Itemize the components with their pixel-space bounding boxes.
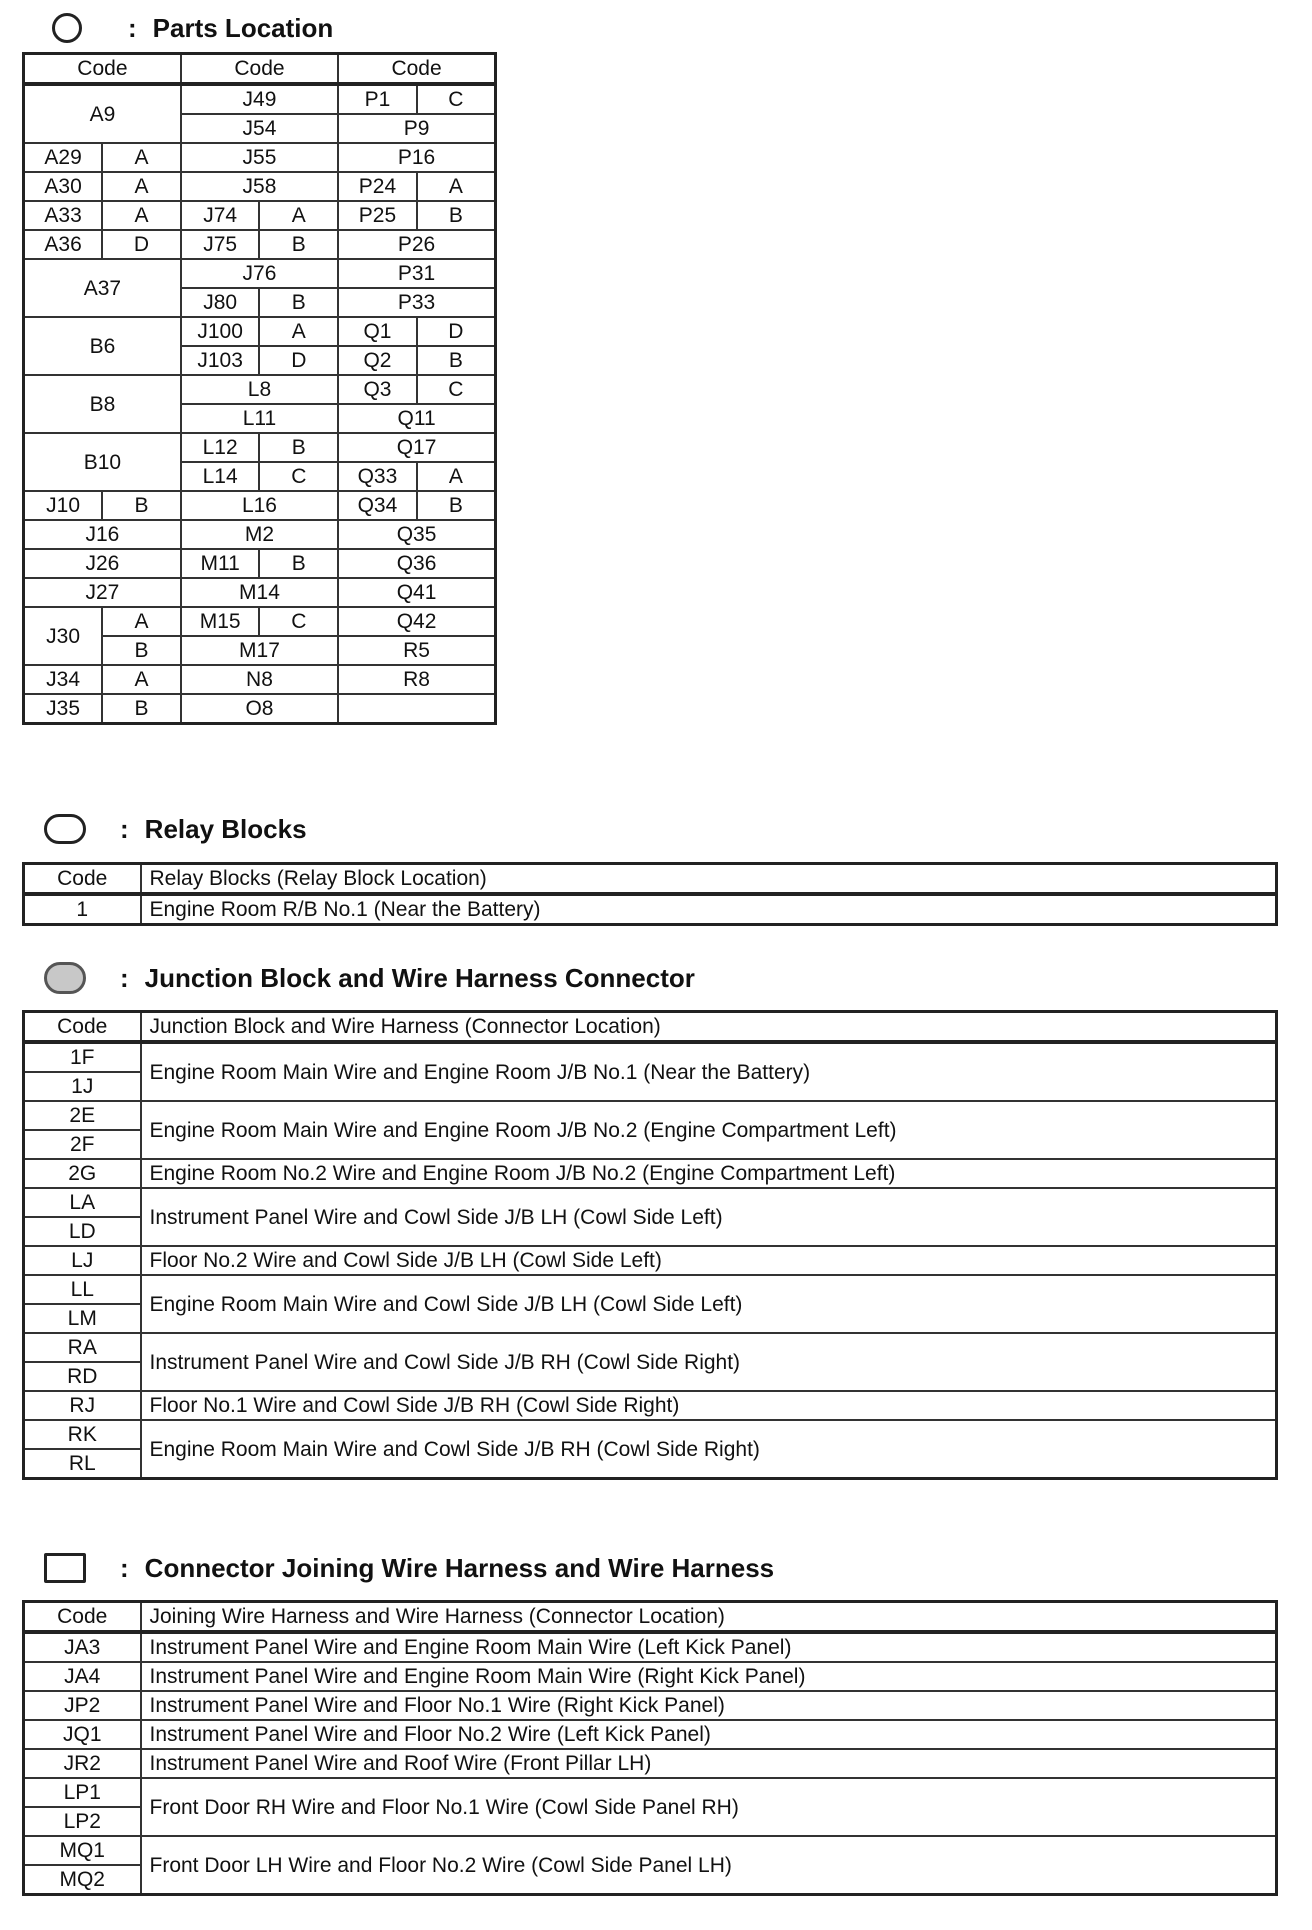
code-cell: RL [24, 1449, 141, 1479]
table-row [24, 1836, 1277, 1865]
junction-block-title: Junction Block and Wire Harness Connector [144, 962, 695, 993]
part-code-cell: R8 [338, 665, 495, 694]
table-row [24, 1662, 1277, 1691]
parts-header-code-1: Code [24, 54, 181, 85]
part-code-cell: J76 [181, 259, 338, 288]
part-sub-cell: C [417, 84, 496, 114]
part-code-cell: J75 [181, 230, 260, 259]
part-sub-cell: B [259, 549, 338, 578]
code-cell: 1J [24, 1072, 141, 1101]
oval-legend-icon [44, 814, 86, 844]
part-sub-cell: C [417, 375, 496, 404]
relay-header-description: Relay Blocks (Relay Block Location) [141, 864, 1277, 895]
parts-location-title: Parts Location [152, 12, 334, 43]
connector-joining-heading: : Connector Joining Wire Harness and Wire Harness [44, 1548, 774, 1588]
part-code-cell: R5 [338, 636, 495, 665]
part-code-cell: P26 [338, 230, 495, 259]
part-sub-cell: B [259, 288, 338, 317]
part-code-cell: A30 [24, 172, 103, 201]
part-sub-cell: B [102, 491, 181, 520]
part-code-cell: A36 [24, 230, 103, 259]
part-code-cell: N8 [181, 665, 338, 694]
part-code-cell: A29 [24, 143, 103, 172]
connector-joining-table [22, 1600, 1278, 1896]
parts-location-table [22, 52, 497, 725]
table-row [24, 1246, 1277, 1275]
code-cell: JQ1 [24, 1720, 141, 1749]
part-code-cell: J27 [24, 578, 181, 607]
part-code-cell: Q34 [338, 491, 417, 520]
part-code-cell: Q3 [338, 375, 417, 404]
part-sub-cell: A [417, 172, 496, 201]
location-cell: Front Door LH Wire and Floor No.2 Wire (Cowl Side Panel LH) [141, 1836, 1277, 1895]
table-row [24, 1778, 1277, 1807]
part-code-cell: A33 [24, 201, 103, 230]
junction-header-description: Junction Block and Wire Harness (Connector Location) [141, 1012, 1277, 1043]
table-row [24, 491, 496, 520]
part-code-cell: B6 [24, 317, 181, 375]
part-sub-cell: C [259, 462, 338, 491]
table-row [24, 259, 496, 288]
code-cell: 1 [24, 894, 141, 925]
part-code-cell: P1 [338, 84, 417, 114]
table-row [24, 201, 496, 230]
part-sub-cell: A [259, 201, 338, 230]
table-row [24, 549, 496, 578]
part-code-cell: Q41 [338, 578, 495, 607]
part-code-cell: J58 [181, 172, 338, 201]
code-cell: RD [24, 1362, 141, 1391]
connector-joining-title: Connector Joining Wire Harness and Wire Harness [144, 1552, 775, 1583]
part-code-cell: Q11 [338, 404, 495, 433]
part-code-cell: L14 [181, 462, 260, 491]
code-cell: JA4 [24, 1662, 141, 1691]
part-sub-cell: B [102, 636, 181, 665]
part-code-cell: J10 [24, 491, 103, 520]
table-row [24, 317, 496, 346]
code-cell: RK [24, 1420, 141, 1449]
part-sub-cell: B [102, 694, 181, 724]
location-cell: Floor No.1 Wire and Cowl Side J/B RH (Cowl Side Right) [141, 1391, 1277, 1420]
part-code-cell: J35 [24, 694, 103, 724]
table-row [24, 1042, 1277, 1072]
code-cell: JP2 [24, 1691, 141, 1720]
table-row [24, 520, 496, 549]
location-cell: Engine Room Main Wire and Engine Room J/B No.1 (Near the Battery) [141, 1042, 1277, 1101]
relay-blocks-heading: : Relay Blocks [44, 809, 307, 849]
table-row [24, 1333, 1277, 1362]
table-row [24, 607, 496, 636]
part-sub-cell: A [417, 462, 496, 491]
shaded-oval-legend-icon [44, 962, 86, 994]
code-cell: JR2 [24, 1749, 141, 1778]
part-code-cell: M17 [181, 636, 338, 665]
part-code-cell [338, 694, 495, 724]
table-row [24, 1101, 1277, 1130]
part-code-cell: M15 [181, 607, 260, 636]
part-sub-cell: A [102, 607, 181, 636]
table-row [24, 1632, 1277, 1662]
part-sub-cell: D [259, 346, 338, 375]
part-code-cell: M2 [181, 520, 338, 549]
table-row [24, 1275, 1277, 1304]
part-code-cell: O8 [181, 694, 338, 724]
code-cell: 2G [24, 1159, 141, 1188]
location-cell: Instrument Panel Wire and Cowl Side J/B RH (Cowl Side Right) [141, 1333, 1277, 1391]
part-code-cell: J30 [24, 607, 103, 665]
table-row [24, 375, 496, 404]
code-cell: LM [24, 1304, 141, 1333]
table-row [24, 84, 496, 114]
part-code-cell: J16 [24, 520, 181, 549]
part-sub-cell: B [417, 201, 496, 230]
part-sub-cell: A [102, 665, 181, 694]
part-code-cell: Q42 [338, 607, 495, 636]
code-cell: LA [24, 1188, 141, 1217]
part-code-cell: P9 [338, 114, 495, 143]
part-code-cell: P24 [338, 172, 417, 201]
junction-block-heading: : Junction Block and Wire Harness Connector [44, 958, 695, 998]
location-cell: Front Door RH Wire and Floor No.1 Wire (Cowl Side Panel RH) [141, 1778, 1277, 1836]
location-cell: Engine Room No.2 Wire and Engine Room J/B No.2 (Engine Compartment Left) [141, 1159, 1277, 1188]
part-code-cell: P31 [338, 259, 495, 288]
table-row [24, 894, 1277, 925]
table-row [24, 1720, 1277, 1749]
code-cell: LP2 [24, 1807, 141, 1836]
part-code-cell: J80 [181, 288, 260, 317]
part-code-cell: A9 [24, 84, 181, 143]
location-cell: Instrument Panel Wire and Engine Room Main Wire (Right Kick Panel) [141, 1662, 1277, 1691]
part-sub-cell: B [259, 433, 338, 462]
location-cell: Instrument Panel Wire and Floor No.2 Wire (Left Kick Panel) [141, 1720, 1277, 1749]
part-code-cell: P33 [338, 288, 495, 317]
code-cell: JA3 [24, 1632, 141, 1662]
part-code-cell: L8 [181, 375, 338, 404]
part-code-cell: J103 [181, 346, 260, 375]
part-code-cell: L16 [181, 491, 338, 520]
table-row [24, 694, 496, 724]
code-cell: LJ [24, 1246, 141, 1275]
part-code-cell: J74 [181, 201, 260, 230]
part-sub-cell: C [259, 607, 338, 636]
location-cell: Instrument Panel Wire and Cowl Side J/B LH (Cowl Side Left) [141, 1188, 1277, 1246]
part-code-cell: Q33 [338, 462, 417, 491]
part-code-cell: Q1 [338, 317, 417, 346]
table-row [24, 1691, 1277, 1720]
part-sub-cell: B [417, 346, 496, 375]
relay-header-code: Code [24, 864, 141, 895]
part-sub-cell: A [102, 172, 181, 201]
junction-header-code: Code [24, 1012, 141, 1043]
part-sub-cell: A [102, 201, 181, 230]
circle-legend-icon [52, 13, 82, 43]
code-cell: RA [24, 1333, 141, 1362]
part-sub-cell: D [102, 230, 181, 259]
parts-header-code-3: Code [338, 54, 495, 85]
part-code-cell: B10 [24, 433, 181, 491]
table-row [24, 143, 496, 172]
table-row [24, 578, 496, 607]
connector-header-description: Joining Wire Harness and Wire Harness (Connector Location) [141, 1602, 1277, 1633]
table-row [24, 1188, 1277, 1217]
part-sub-cell: A [259, 317, 338, 346]
part-code-cell: L11 [181, 404, 338, 433]
table-row [24, 1159, 1277, 1188]
location-cell: Engine Room Main Wire and Cowl Side J/B RH (Cowl Side Right) [141, 1420, 1277, 1479]
part-code-cell: J34 [24, 665, 103, 694]
rectangle-legend-icon [44, 1553, 86, 1583]
part-code-cell: B8 [24, 375, 181, 433]
part-code-cell: J100 [181, 317, 260, 346]
parts-header-code-2: Code [181, 54, 338, 85]
part-code-cell: Q35 [338, 520, 495, 549]
part-code-cell: J49 [181, 84, 338, 114]
relay-blocks-table [22, 862, 1278, 926]
code-cell: 2E [24, 1101, 141, 1130]
part-sub-cell: D [417, 317, 496, 346]
location-cell: Engine Room Main Wire and Engine Room J/B No.2 (Engine Compartment Left) [141, 1101, 1277, 1159]
table-row [24, 1391, 1277, 1420]
part-code-cell: J55 [181, 143, 338, 172]
table-row [24, 230, 496, 259]
location-cell: Engine Room R/B No.1 (Near the Battery) [141, 894, 1277, 925]
part-code-cell: A37 [24, 259, 181, 317]
part-code-cell: J26 [24, 549, 181, 578]
connector-header-code: Code [24, 1602, 141, 1633]
part-code-cell: Q36 [338, 549, 495, 578]
part-code-cell: P16 [338, 143, 495, 172]
part-sub-cell: B [417, 491, 496, 520]
code-cell: MQ2 [24, 1865, 141, 1895]
part-sub-cell: B [259, 230, 338, 259]
code-cell: RJ [24, 1391, 141, 1420]
part-sub-cell: A [102, 143, 181, 172]
junction-block-table [22, 1010, 1278, 1480]
relay-blocks-title: Relay Blocks [144, 813, 307, 844]
location-cell: Floor No.2 Wire and Cowl Side J/B LH (Cowl Side Left) [141, 1246, 1277, 1275]
location-cell: Instrument Panel Wire and Roof Wire (Front Pillar LH) [141, 1749, 1277, 1778]
table-row [24, 665, 496, 694]
code-cell: MQ1 [24, 1836, 141, 1865]
table-row [24, 172, 496, 201]
part-code-cell: P25 [338, 201, 417, 230]
code-cell: LD [24, 1217, 141, 1246]
code-cell: LP1 [24, 1778, 141, 1807]
code-cell: LL [24, 1275, 141, 1304]
part-code-cell: Q2 [338, 346, 417, 375]
part-code-cell: M14 [181, 578, 338, 607]
part-code-cell: M11 [181, 549, 260, 578]
location-cell: Instrument Panel Wire and Engine Room Main Wire (Left Kick Panel) [141, 1632, 1277, 1662]
table-row [24, 1749, 1277, 1778]
part-code-cell: J54 [181, 114, 338, 143]
part-code-cell: L12 [181, 433, 260, 462]
table-row [24, 433, 496, 462]
parts-location-heading: : Parts Location [44, 8, 333, 48]
location-cell: Engine Room Main Wire and Cowl Side J/B LH (Cowl Side Left) [141, 1275, 1277, 1333]
code-cell: 1F [24, 1042, 141, 1072]
code-cell: 2F [24, 1130, 141, 1159]
location-cell: Instrument Panel Wire and Floor No.1 Wire (Right Kick Panel) [141, 1691, 1277, 1720]
table-row [24, 1420, 1277, 1449]
part-code-cell: Q17 [338, 433, 495, 462]
